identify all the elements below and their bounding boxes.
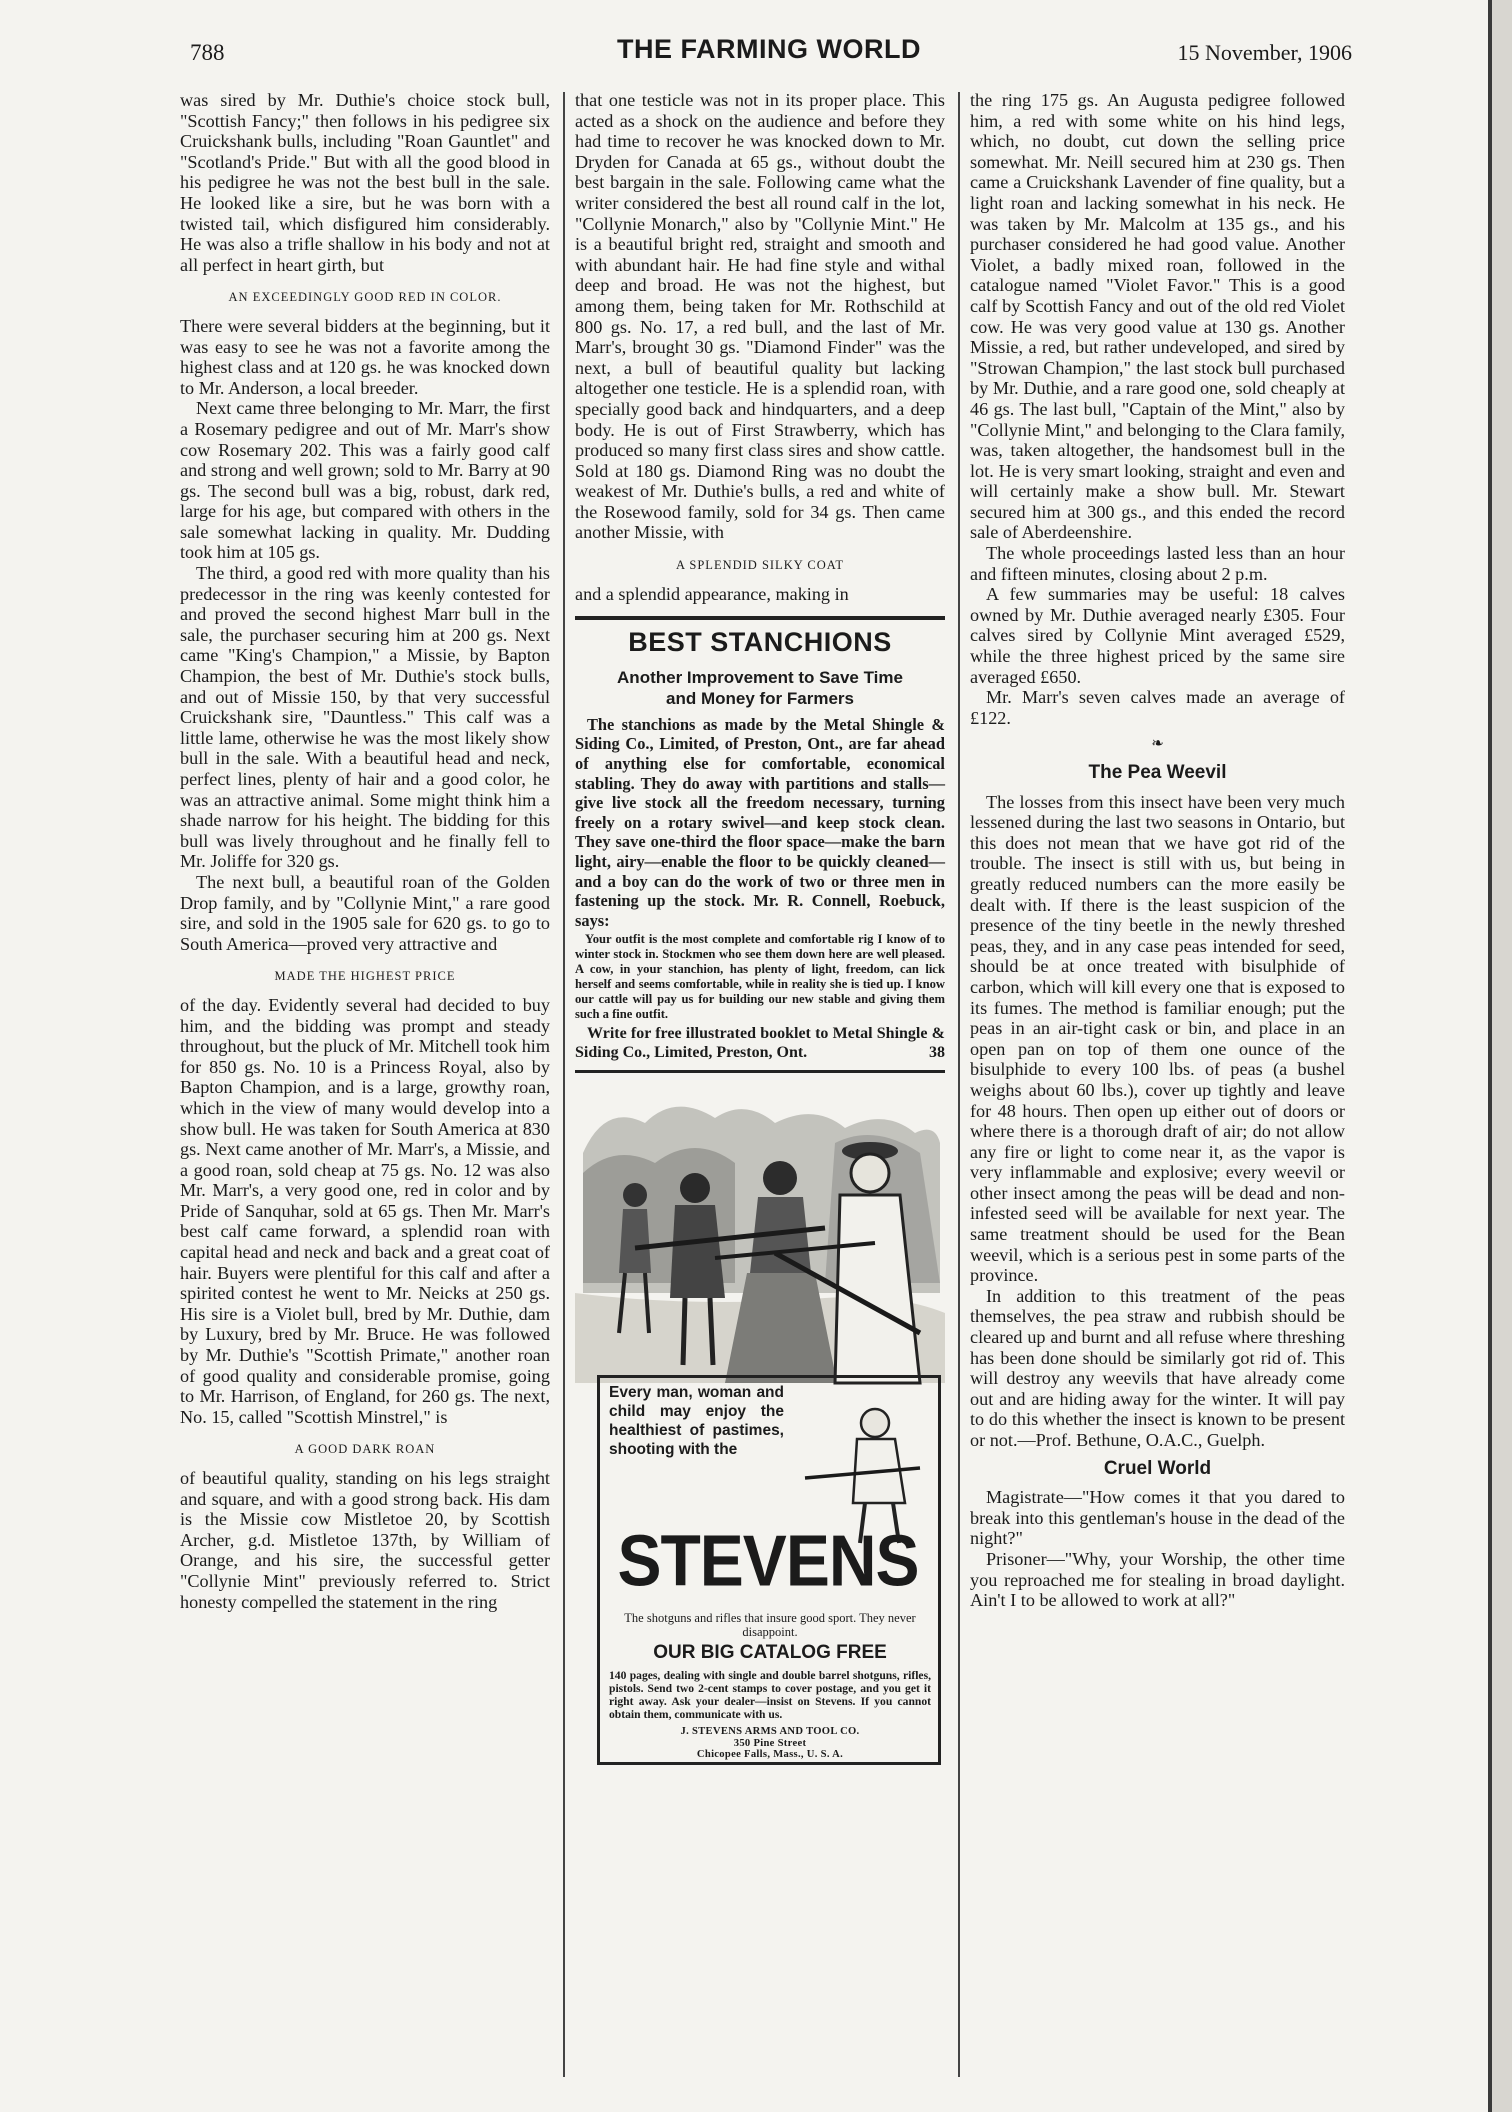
article-paragraph: Prisoner—"Why, your Worship, the other time you reproached me for stealing in broad daylight. Ain't I to be allowed to work at all?" (970, 1548, 1345, 1611)
ad-call-to-action (575, 1024, 945, 1062)
article-paragraph: Next came three belonging to Mr. Marr, the first a Rosemary pedigree and out of Mr. Marr's show cow Rosemary 202. This was a fairly good calf and strong and well grown; sold to Mr. Barry at 90 gs. The second bull was a big, robust, dark red, large for his age, but compared with others in the sale somewhat lacking in quality. Mr. Dudding took him at 105 gs. (180, 398, 550, 563)
ad-tagline: The shotguns and rifles that insure good sport. They never disappoint. (624, 1611, 916, 1640)
journal-title: THE FARMING WORLD (617, 34, 921, 64)
page-edge (1488, 0, 1512, 2112)
column-1 (180, 90, 550, 1612)
manufacturer-name: J. STEVENS ARMS AND TOOL CO. (680, 1726, 860, 1738)
column-2 (575, 90, 945, 1773)
catalog-offer: OUR BIG CATALOG FREE (653, 1642, 887, 1664)
article-paragraph: of the day. Evidently several had decided to buy him, and the bidding was prompt and steady throughout, but the pluck of Mr. Mitchell took him for 850 gs. No. 10 is a Princess Royal, also by Bapton Champion, and is a large, growthy roan, which in the view of many would develop into a show bull. He was taken for South America at 830 gs. Next came another of Mr. Marr's, a Missie, and a good roan, sold cheap at 75 gs. No. 12 was also Mr. Marr's, a very good one, red in color and by Pride of Sanquhar, sold at 65 gs. Then Mr. Marr's best calf came forward, a splendid roan with capital head and neck and back and a great coat of hair. Buyers were plentiful for this calf and after a spirited contest he went to Mr. Neicks at 250 gs. His sire is a Violet bull, bred by Mr. Duthie, dam by Luxury, bred by Mr. Bruce. He was followed by Mr. Duthie's "Scottish Primate," another roan of good quality and considerable promise, going to Mr. Harrison, of England, for 260 gs. The next, No. 15, called "Scottish Minstrel," is (180, 994, 550, 1427)
brand-wordmark: STEVENS (617, 1519, 919, 1602)
ad-body: The stanchions as made by the Metal Shingle & Siding Co., Limited, of Preston, Ont., are far ahead of anything else for comfortable, economical stabling. They do away with partitions and stalls—give live stock all the freedom necessary, turning freely on a rotary swivel—and keep stock clean. They save one-third the floor space—make the barn light, airy—enable the floor to be quickly cleaned—and a boy can do the work of two or three men in fastening up the stock. Mr. R. Connell, Roebuck, says: (575, 714, 945, 930)
article-paragraph: The losses from this insect have been very much lessened during the last two seasons in Ontario, but this does not mean that we have got rid of the trouble. The insect is still with us, but being in greatly reduced numbers can the more easily be dealt with. If there is the least suspicion of the presence of the tiny beetle in the newly threshed peas, they, and in any case peas intended for seed, should be at once treated with bisulphide of carbon, which will kill every one that is exposed to its fumes. The method is familiar enough; put the peas in an air-tight cask or bin, and place in an open pan on top of them one ounce of the bisulphide to every 100 lbs. of peas (a bushel weighs about 60 lbs.), cover up tightly and leave for 48 hours. Then open up either out of doors or where there is a thorough draft of air; do not allow any fire or light to come near it, as the vapor is very inflammable and explosive; every weevil or other insect among the peas will be dead and non-infested seed will be available for next year. The same treatment should be used for the Bean weevil, which is a serious pest in some parts of the province. (970, 791, 1345, 1286)
article-paragraph: A few summaries may be useful: 18 calves owned by Mr. Duthie averaged nearly £305. Four calves sired by Collynie Mint averaged £529, while the three highest priced by the same sire averaged £650. (970, 584, 1345, 687)
column-3 (970, 90, 1345, 1611)
article-paragraph: The third, a good red with more quality than his predecessor in the ring was keenly contested for and proved the second highest Marr bull in the sale, the purchaser securing him at 200 gs. Next came "King's Champion," a Missie, by Bapton Champion, the best of Mr. Duthie's stock bulls, and out of Missie 150, by that very successful Cruickshank sire, "Dauntless." This calf was a little lame, otherwise he was the most likely show bull in the sale. With a beautiful head and neck, perfect lines, plenty of hair and a good color, he was an attractive animal. Some might think him a shade narrow for his height. The bidding for this bull was lively throughout and he finally fell to Mr. Joliffe for 320 gs. (180, 563, 550, 872)
ad-subheadline (575, 667, 945, 709)
ad-testimonial: Your outfit is the most complete and comfortable rig I know of to winter stock in. Stockmen who see them down here are well pleased. A cow, in your stanchion, has plenty of light, freedom, can lick herself and seems comfortable, while in reality she is tied up. I know our cattle will pay us for building our new stable and giving them such a fine outfit. (575, 932, 945, 1022)
article-paragraph: was sired by Mr. Duthie's choice stock bull, "Scottish Fancy;" then follows in his pedigree six Cruickshank bulls, including "Roan Gauntlet" and "Scotland's Pride." But with all the good blood in his pedigree he was not the best bull in the sale. He looked like a sire, but he was born with a twisted tail, which disfigured him considerably. He was also a trifle shallow in his body and not at all perfect in heart girth, but (180, 90, 550, 275)
article-paragraph: In addition to this treatment of the peas themselves, the pea straw and rubbish should be cleared up and burnt and all refuse where threshing has been done should be similarly got rid of. This will destroy any weevils that have already come out and are hiding away for the winter. It will pay to do this whether the insect is known to be present or not.—Prof. Bethune, O.A.C., Guelph. (970, 1285, 1345, 1450)
page-number: 788 (190, 40, 225, 65)
article-paragraph: Mr. Marr's seven calves made an average of £122. (970, 687, 1345, 728)
page-header (180, 34, 1358, 74)
issue-date: 15 November, 1906 (1177, 40, 1352, 65)
ad-lead-text: Every man, woman and child may enjoy the healthiest of pastimes, shooting with the (609, 1384, 784, 1459)
ad-headline: BEST STANCHIONS (628, 627, 892, 658)
article-paragraph: the ring 175 gs. An Augusta pedigree followed him, a red with some white on his hind legs, which, no doubt, cut down the selling price somewhat. Mr. Neill secured him at 230 gs. Then came a Cruickshank Lavender of fine quality, but a light roan and lacking somewhat in his neck. He was taken by Mr. Malcolm at 135 gs., and his purchaser considered he had good value. Another Violet, a badly mixed roan, followed in the catalogue named "Violet Favor." This is a good calf by Scottish Fancy and out of the old red Violet cow. He was very good value at 130 gs. Another Missie, a red, but rather undeveloped, and sired by "Strowan Champion," the last stock bull purchased by Mr. Duthie, and a rare good one, sold cheaply at 46 gs. The last bull, "Captain of the Mint," also by "Collynie Mint," and belonging to the Clara family, was, taken altogether, the handsomest bull in the lot. He is very smart looking, straight and even and will certainly make a show bull. Mr. Stewart secured him at 300 gs., and this ended the record sale of Aberdeenshire. (970, 90, 1345, 543)
article-title: Cruel World (1103, 1457, 1212, 1479)
stanchions-advertisement (575, 616, 945, 1073)
article-paragraph: The next bull, a beautiful roan of the Golden Drop family, and by "Collynie Mint," a rare good sire, and sold in the 1905 sale for 620 gs. to go to South America—proved very attractive and (180, 871, 550, 954)
catalog-description: 140 pages, dealing with single and double barrel shotguns, rifles, pistols. Send two 2-cent stamps to cover postage, and you get it right away. Ask your dealer—insist on Stevens. If you cannot obtain them, communicate with us. (609, 1669, 931, 1722)
article-title: The Pea Weevil (1088, 762, 1227, 783)
article-paragraph: that one testicle was not in its proper place. This acted as a shock on the audience and before they had time to recover he was knocked down to Mr. Dryden for Canada at 65 gs., without doubt the best bargain in the sale. Following came what the writer considered the best all round calf in the lot, "Collynie Monarch," also by "Collynie Mint." He is a beautiful bright red, straight and smooth and with abundant hair. He had fine style and withal deep and broad. He was not the highest, but among them, being taken for Mr. Rothschild at 800 gs. No. 17, a red bull, and the last of Mr. Marr's, brought 30 gs. "Diamond Finder" was the next, a bull of beautiful quality but lacking altogether one testicle. He is a splendid roan, with specially good back and hindquarters, and a deep body. He is out of First Strawberry, which has produced so many first class sires and show cattle. Sold at 180 gs. Diamond Ring was no doubt the weakest of Mr. Duthie's bulls, a red and white of the Rosewood family, sold for 34 gs. Then came another Missie, with (575, 90, 945, 543)
ad-contact: Write for free illustrated booklet to Metal Shingle & Siding Co., Limited, Preston, Ont. (575, 1025, 945, 1062)
ad-subheadline-line: Another Improvement to Save Time (617, 667, 903, 687)
column-rule (958, 92, 960, 2077)
stevens-advertisement (575, 1083, 945, 1773)
subheading: A SPLENDID SILKY COAT (675, 558, 845, 573)
manufacturer-address (609, 1726, 931, 1761)
manufacturer-city: Chicopee Falls, Mass., U. S. A. (696, 1749, 844, 1761)
newspaper-page (180, 0, 1358, 2112)
manufacturer-street: 350 Pine Street (733, 1737, 807, 1749)
article-paragraph: There were several bidders at the beginning, but it was easy to see he was not a favorite among the highest class and at 120 gs. he was knocked down to Mr. Anderson, a local breeder. (180, 315, 550, 398)
article-paragraph: Magistrate—"How comes it that you dared to break into this gentleman's house in the dead of the night?" (970, 1487, 1345, 1549)
article-paragraph: The whole proceedings lasted less than an hour and fifteen minutes, closing about 2 p.m. (970, 543, 1345, 584)
article-paragraph: and a splendid appearance, making in (575, 583, 849, 604)
subheading: AN EXCEEDINGLY GOOD RED IN COLOR. (228, 290, 502, 305)
ad-number: 38 (929, 1044, 945, 1062)
ad-subheadline-line: and Money for Farmers (666, 688, 854, 708)
ornament-icon: ❧ (1151, 736, 1164, 753)
subheading: MADE THE HIGHEST PRICE (274, 969, 456, 984)
column-rule (563, 92, 565, 2077)
article-paragraph: of beautiful quality, standing on his legs straight and square, and with a good strong back. His dam is the Missie cow Mistletoe 20, by Scottish Archer, g.d. Mistletoe 137th, by William of Orange, and his sire, the successful getter "Collynie Mint" previously referred to. Strict honesty compelled the statement in the ring (180, 1468, 550, 1612)
subheading: A GOOD DARK ROAN (294, 1442, 436, 1457)
